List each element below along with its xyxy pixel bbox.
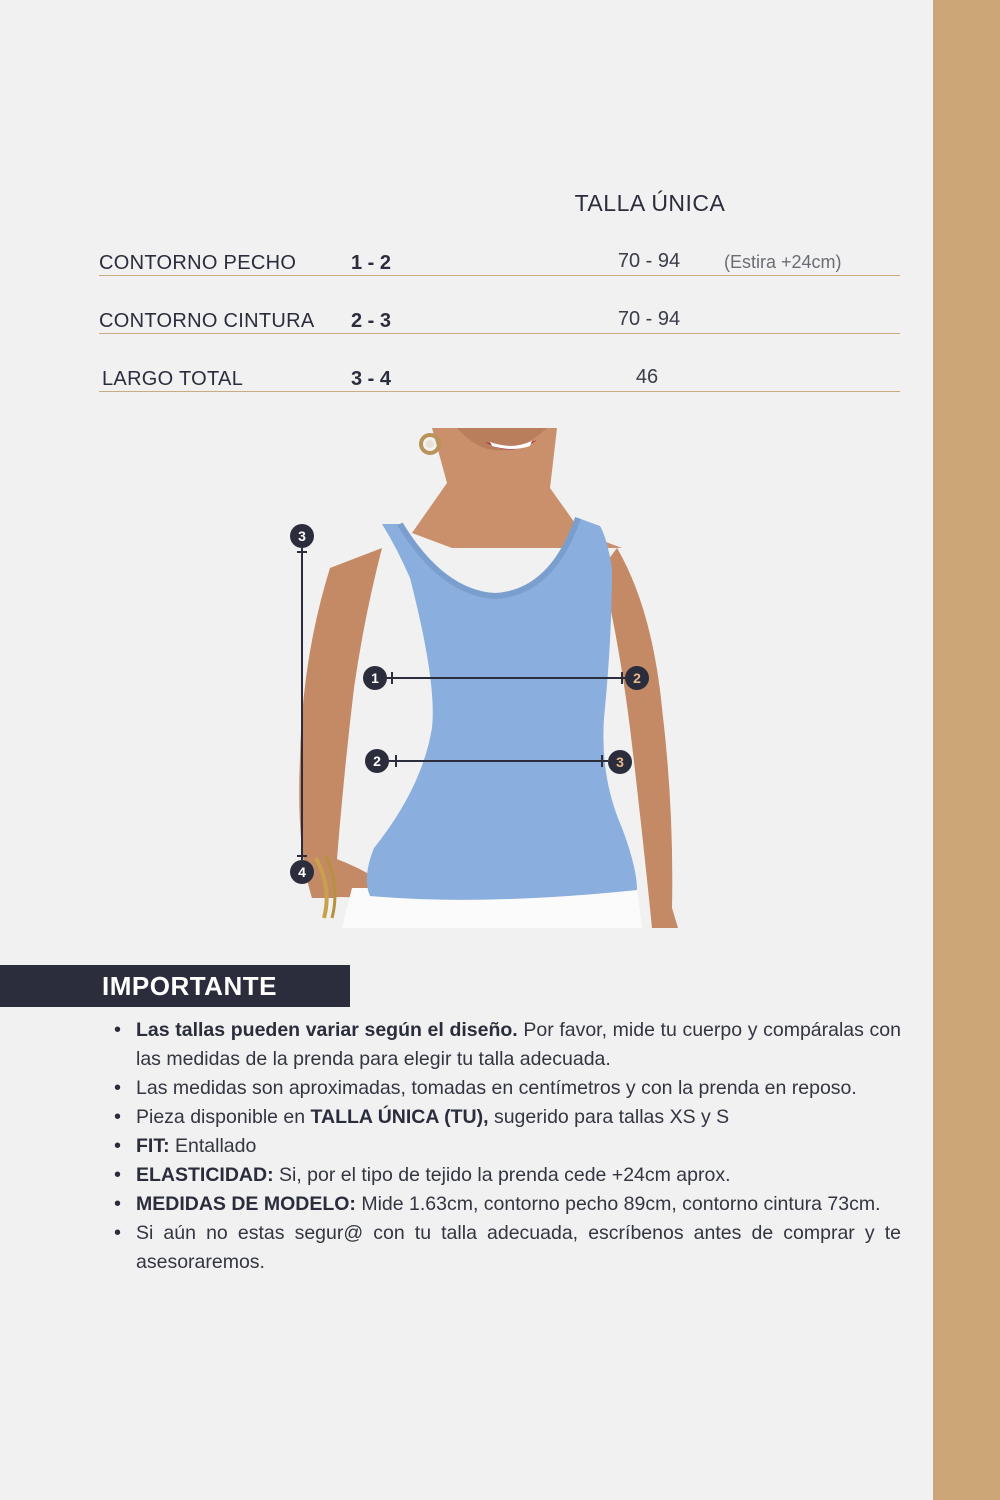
svg-text:3: 3 xyxy=(616,754,624,770)
note-text: Las medidas son aproximadas, tomadas en centímetros y con la prenda en reposo. xyxy=(136,1077,857,1099)
measure-label: CONTORNO PECHO xyxy=(99,252,297,274)
note-text: Si aún no estas segur@ con tu talla adecuada, escríbenos antes de comprar y te asesoraremos. xyxy=(136,1222,901,1273)
note-text: Mide 1.63cm, contorno pecho 89cm, contorno cintura 73cm. xyxy=(355,1193,881,1215)
measure-label: LARGO TOTAL xyxy=(102,368,244,390)
size-row-waist xyxy=(99,293,900,334)
list-item xyxy=(110,1161,901,1190)
list-item xyxy=(110,1016,901,1074)
list-item xyxy=(110,1219,901,1277)
note-bold: Las tallas pueden variar según el diseño. xyxy=(136,1019,518,1041)
note-text: Pieza disponible en xyxy=(136,1106,311,1128)
svg-text:3: 3 xyxy=(298,528,306,544)
svg-text:2: 2 xyxy=(373,753,381,769)
note-bold: ELASTICIDAD: xyxy=(136,1164,274,1186)
marker-chest-left xyxy=(363,666,387,690)
marker-length-bottom xyxy=(290,860,314,884)
svg-text:4: 4 xyxy=(298,864,306,880)
list-item xyxy=(110,1190,901,1219)
measure-value: 70 - 94 xyxy=(617,308,681,330)
measure-value: 46 xyxy=(635,366,659,388)
list-item xyxy=(110,1132,901,1161)
important-title: IMPORTANTE xyxy=(102,971,277,1001)
size-column-header: TALLA ÚNICA xyxy=(574,190,726,216)
size-row-length xyxy=(99,351,900,392)
note-text: Si, por el tipo de tejido la prenda cede +24cm aprox. xyxy=(273,1164,731,1186)
important-notes-list xyxy=(110,1016,901,1277)
note-bold: MEDIDAS DE MODELO: xyxy=(136,1193,356,1215)
stretch-note: (Estira +24cm) xyxy=(724,252,842,272)
size-row-chest xyxy=(99,235,900,276)
list-item xyxy=(110,1074,901,1103)
svg-text:2: 2 xyxy=(633,670,641,686)
important-banner xyxy=(0,965,350,1007)
measure-label: CONTORNO CINTURA xyxy=(99,310,315,332)
side-accent-band xyxy=(933,0,1000,1500)
measure-points: 3 - 4 xyxy=(351,368,392,390)
marker-waist-right xyxy=(608,750,632,774)
marker-waist-left xyxy=(365,749,389,773)
note-text: Por favor, mide tu cuerpo y compáralas con las medidas de la prenda para elegir tu talla adecuada. xyxy=(136,1019,901,1070)
note-bold: TALLA ÚNICA (TU), xyxy=(310,1106,489,1128)
note-bold: FIT: xyxy=(136,1135,170,1157)
measure-points: 2 - 3 xyxy=(351,310,392,332)
list-item xyxy=(110,1103,901,1132)
measure-points: 1 - 2 xyxy=(351,252,392,274)
model-measurement-diagram xyxy=(282,428,678,928)
marker-chest-right xyxy=(625,666,649,690)
marker-length-top xyxy=(290,524,314,548)
svg-text:1: 1 xyxy=(371,670,379,686)
model-photo xyxy=(282,428,678,928)
note-text: Entallado xyxy=(169,1135,257,1157)
note-text: sugerido para tallas XS y S xyxy=(488,1106,730,1128)
measure-value: 70 - 94 xyxy=(617,250,681,272)
